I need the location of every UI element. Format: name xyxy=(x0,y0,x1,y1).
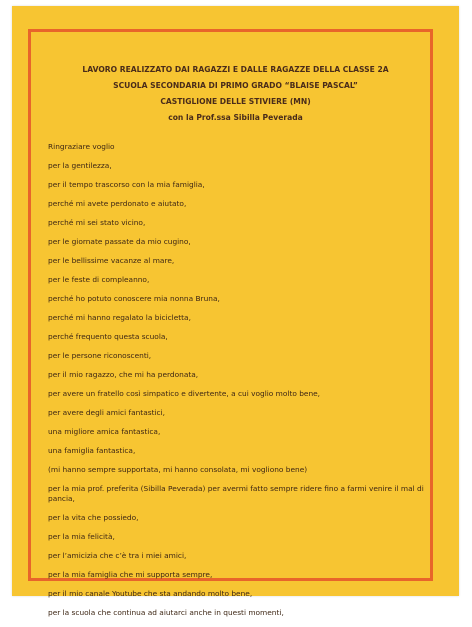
poem-line: perché mi avete perdonato e aiutato, xyxy=(48,199,187,208)
poem-line: per l’amicizia che c’è tra i miei amici, xyxy=(48,551,187,560)
poem-line: per avere un fratello così simpatico e divertente, a cui voglio molto bene, xyxy=(48,389,321,398)
document-page xyxy=(12,6,459,617)
header-school-line: SCUOLA SECONDARIA DI PRIMO GRADO “BLAISE PASCAL” xyxy=(113,81,358,90)
poem-body xyxy=(48,142,428,627)
poem-line: per le bellissime vacanze al mare, xyxy=(48,256,175,265)
header-class-line: LAVORO REALIZZATO DAI RAGAZZI E DALLE RAGAZZE DELLA CLASSE 2A xyxy=(82,65,389,74)
poem-line: perché mi hanno regalato la bicicletta, xyxy=(48,313,191,322)
poem-line: per la vita che possiedo, xyxy=(48,513,139,522)
poem-line: (mi hanno sempre supportata, mi hanno consolata, mi vogliono bene) xyxy=(48,465,308,474)
poem-line: per la mia prof. preferita (Sibilla Peverada) per avermi fatto sempre ridere fino a farmi venire il mal di pancia, xyxy=(48,484,424,503)
header-city-line: CASTIGLIONE DELLE STIVIERE (MN) xyxy=(160,97,311,106)
poem-line: per il mio ragazzo, che mi ha perdonata, xyxy=(48,370,199,379)
poem-line: per le giornate passate da mio cugino, xyxy=(48,237,191,246)
poem-line: per la gentilezza, xyxy=(48,161,112,170)
poem-line: per avere degli amici fantastici, xyxy=(48,408,165,417)
poem-line: per il mio canale Youtube che sta andando molto bene, xyxy=(48,589,253,598)
poem-line: una famiglia fantastica, xyxy=(48,446,136,455)
poem-line: Ringraziare voglio xyxy=(48,142,115,151)
poem-line: perché ho potuto conoscere mia nonna Bruna, xyxy=(48,294,220,303)
poem-line: per la mia felicità, xyxy=(48,532,115,541)
poem-line: per la scuola che continua ad aiutarci anche in questi momenti, xyxy=(48,608,284,617)
poem-line: perché frequento questa scuola, xyxy=(48,332,168,341)
poem-line: una migliore amica fantastica, xyxy=(48,427,161,436)
poem-line: per il tempo trascorso con la mia famiglia, xyxy=(48,180,205,189)
header-teacher-line: con la Prof.ssa Sibilla Peverada xyxy=(168,113,303,122)
poem-line: perché mi sei stato vicino, xyxy=(48,218,146,227)
poem-line: per la mia famiglia che mi supporta sempre, xyxy=(48,570,213,579)
document-header xyxy=(12,62,459,126)
poem-line: per le persone riconoscenti, xyxy=(48,351,152,360)
poem-line: per le feste di compleanno, xyxy=(48,275,150,284)
